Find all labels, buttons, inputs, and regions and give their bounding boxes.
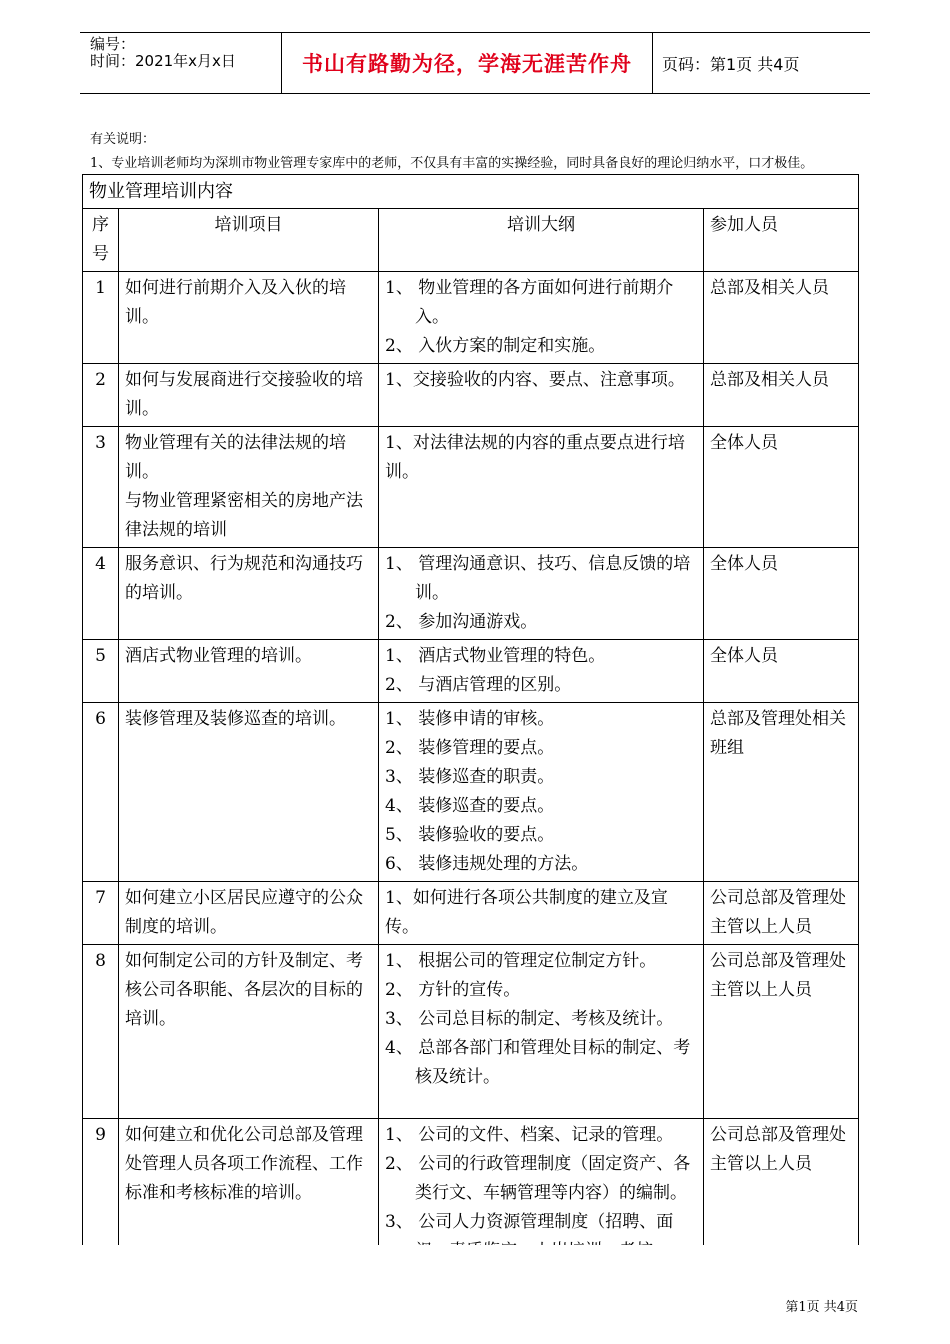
outline-point: 3、 公司总目标的制定、考核及统计。 (385, 1009, 674, 1029)
page-header (80, 32, 870, 94)
training-outline-cell (379, 364, 704, 427)
training-outline-cell (379, 703, 704, 882)
training-item-cell (119, 548, 379, 640)
participants-cell: 公司总部及管理处主管以上人员 (704, 945, 859, 1119)
training-item-cell (119, 272, 379, 364)
training-item-text: 酒店式物业管理的培训。 (125, 646, 312, 666)
outline-point: 4、 总部各部门和管理处目标的制定、考核及统计。 (385, 1038, 691, 1087)
outline-point: 1、 根据公司的管理定位制定方针。 (385, 951, 657, 971)
outline-point: 2、 参加沟通游戏。 (385, 612, 538, 632)
table-row (83, 364, 859, 427)
outline-point: 5、 装修验收的要点。 (385, 825, 555, 845)
table-row (83, 703, 859, 882)
table-row (83, 548, 859, 640)
outline-point: 2、 装修管理的要点。 (385, 738, 555, 758)
participants-cell: 总部及管理处相关班组 (704, 703, 859, 882)
header-outline: 培训大纲 (379, 209, 704, 272)
participants-cell: 公司总部及管理处主管以上人员 (704, 882, 859, 945)
training-item-text: 如何进行前期介入及入伙的培训。 (125, 278, 346, 327)
document-time-label: 时间：2021年x月x日 (90, 52, 236, 70)
training-table (82, 174, 859, 1269)
training-table-body (83, 175, 859, 1269)
header-no: 序号 (83, 209, 119, 272)
training-item-cell (119, 640, 379, 703)
participants-cell: 总部及相关人员 (704, 272, 859, 364)
outline-point: 1、 装修申请的审核。 (385, 709, 555, 729)
training-outline-cell (379, 272, 704, 364)
header-motto: 书山有路勤为径，学海无涯苦作舟 (281, 33, 653, 93)
row-number: 8 (83, 945, 119, 1119)
training-outline-cell (379, 640, 704, 703)
outline-point: 3、 公司人力资源管理制度（招聘、面 (385, 1212, 674, 1232)
participants-cell: 总部及相关人员 (704, 364, 859, 427)
training-item-text: 如何制定公司的方针及制定、考核公司各职能、各层次的目标的培训。 (125, 951, 363, 1029)
table-caption: 物业管理培训内容 (83, 175, 859, 209)
header-page-number: 页码：第1页 共4页 (662, 54, 800, 74)
training-item-text: 如何与发展商进行交接验收的培训。 (125, 370, 363, 419)
outline-point: 1、对法律法规的内容的重点要点进行培训。 (385, 433, 685, 482)
header-people: 参加人员 (704, 209, 859, 272)
outline-point: 1、 管理沟通意识、技巧、信息反馈的培训。 (385, 554, 691, 603)
training-item-cell (119, 427, 379, 548)
outline-point: 1、 酒店式物业管理的特色。 (385, 646, 606, 666)
training-item-cell (119, 882, 379, 945)
training-item-text: 物业管理有关的法律法规的培训。 (125, 433, 346, 482)
outline-point: 1、 物业管理的各方面如何进行前期介入。 (385, 278, 674, 327)
footer-page-number: 第1页 共4页 (785, 1300, 858, 1315)
training-outline-cell (379, 548, 704, 640)
outline-point: 3、 装修巡查的职责。 (385, 767, 555, 787)
training-item-text: 如何建立小区居民应遵守的公众制度的培训。 (125, 888, 363, 937)
table-row (83, 640, 859, 703)
table-caption-row (83, 175, 859, 209)
outline-point: 2、 与酒店管理的区别。 (385, 675, 572, 695)
training-item-text: 服务意识、行为规范和沟通技巧的培训。 (125, 554, 363, 603)
page-bottom-area (0, 1245, 950, 1344)
row-number: 6 (83, 703, 119, 882)
training-outline-cell (379, 945, 704, 1119)
participants-cell: 全体人员 (704, 640, 859, 703)
row-number: 1 (83, 272, 119, 364)
training-item-text: 如何建立和优化公司总部及管理处管理人员各项工作流程、工作标准和考核标准的培训。 (125, 1125, 363, 1203)
notes-title: 有关说明： (90, 132, 156, 147)
row-number: 5 (83, 640, 119, 703)
outline-point: 2、 公司的行政管理制度（固定资产、各类行文、车辆管理等内容）的编制。 (385, 1154, 691, 1203)
table-row (83, 427, 859, 548)
outline-point: 2、 方针的宣传。 (385, 980, 521, 1000)
training-item-cell (119, 945, 379, 1119)
table-header-row (83, 209, 859, 272)
header-meta (80, 33, 281, 93)
outline-point: 1、如何进行各项公共制度的建立及宣传。 (385, 888, 668, 937)
participants-cell: 全体人员 (704, 427, 859, 548)
outline-point: 1、 公司的文件、档案、记录的管理。 (385, 1125, 674, 1145)
row-number: 3 (83, 427, 119, 548)
row-number: 9 (83, 1119, 119, 1269)
table-row (83, 945, 859, 1119)
row-number: 2 (83, 364, 119, 427)
outline-point: 4、 装修巡查的要点。 (385, 796, 555, 816)
participants-cell: 公司总部及管理处主管以上人员 (704, 1119, 859, 1269)
training-outline-cell (379, 427, 704, 548)
outline-point: 2、 入伙方案的制定和实施。 (385, 336, 606, 356)
outline-point: 1、交接验收的内容、要点、注意事项。 (385, 370, 685, 390)
document-number-label: 编号： (90, 35, 136, 53)
table-row (83, 272, 859, 364)
table-row (83, 882, 859, 945)
training-outline-cell (379, 882, 704, 945)
row-number: 4 (83, 548, 119, 640)
training-item-cell (119, 364, 379, 427)
header-item: 培训项目 (119, 209, 379, 272)
training-item-cell (119, 703, 379, 882)
training-item-text: 装修管理及装修巡查的培训。 (125, 709, 346, 729)
outline-point: 6、 装修违规处理的方法。 (385, 854, 589, 874)
notes-line-1: 1、专业培训老师均为深圳市物业管理专家库中的老师，不仅具有丰富的实操经验，同时具备良好的理论归纳水平，口才极佳。 (90, 156, 814, 171)
participants-cell: 全体人员 (704, 548, 859, 640)
training-item-text: 与物业管理紧密相关的房地产法律法规的培训 (125, 491, 363, 540)
row-number: 7 (83, 882, 119, 945)
